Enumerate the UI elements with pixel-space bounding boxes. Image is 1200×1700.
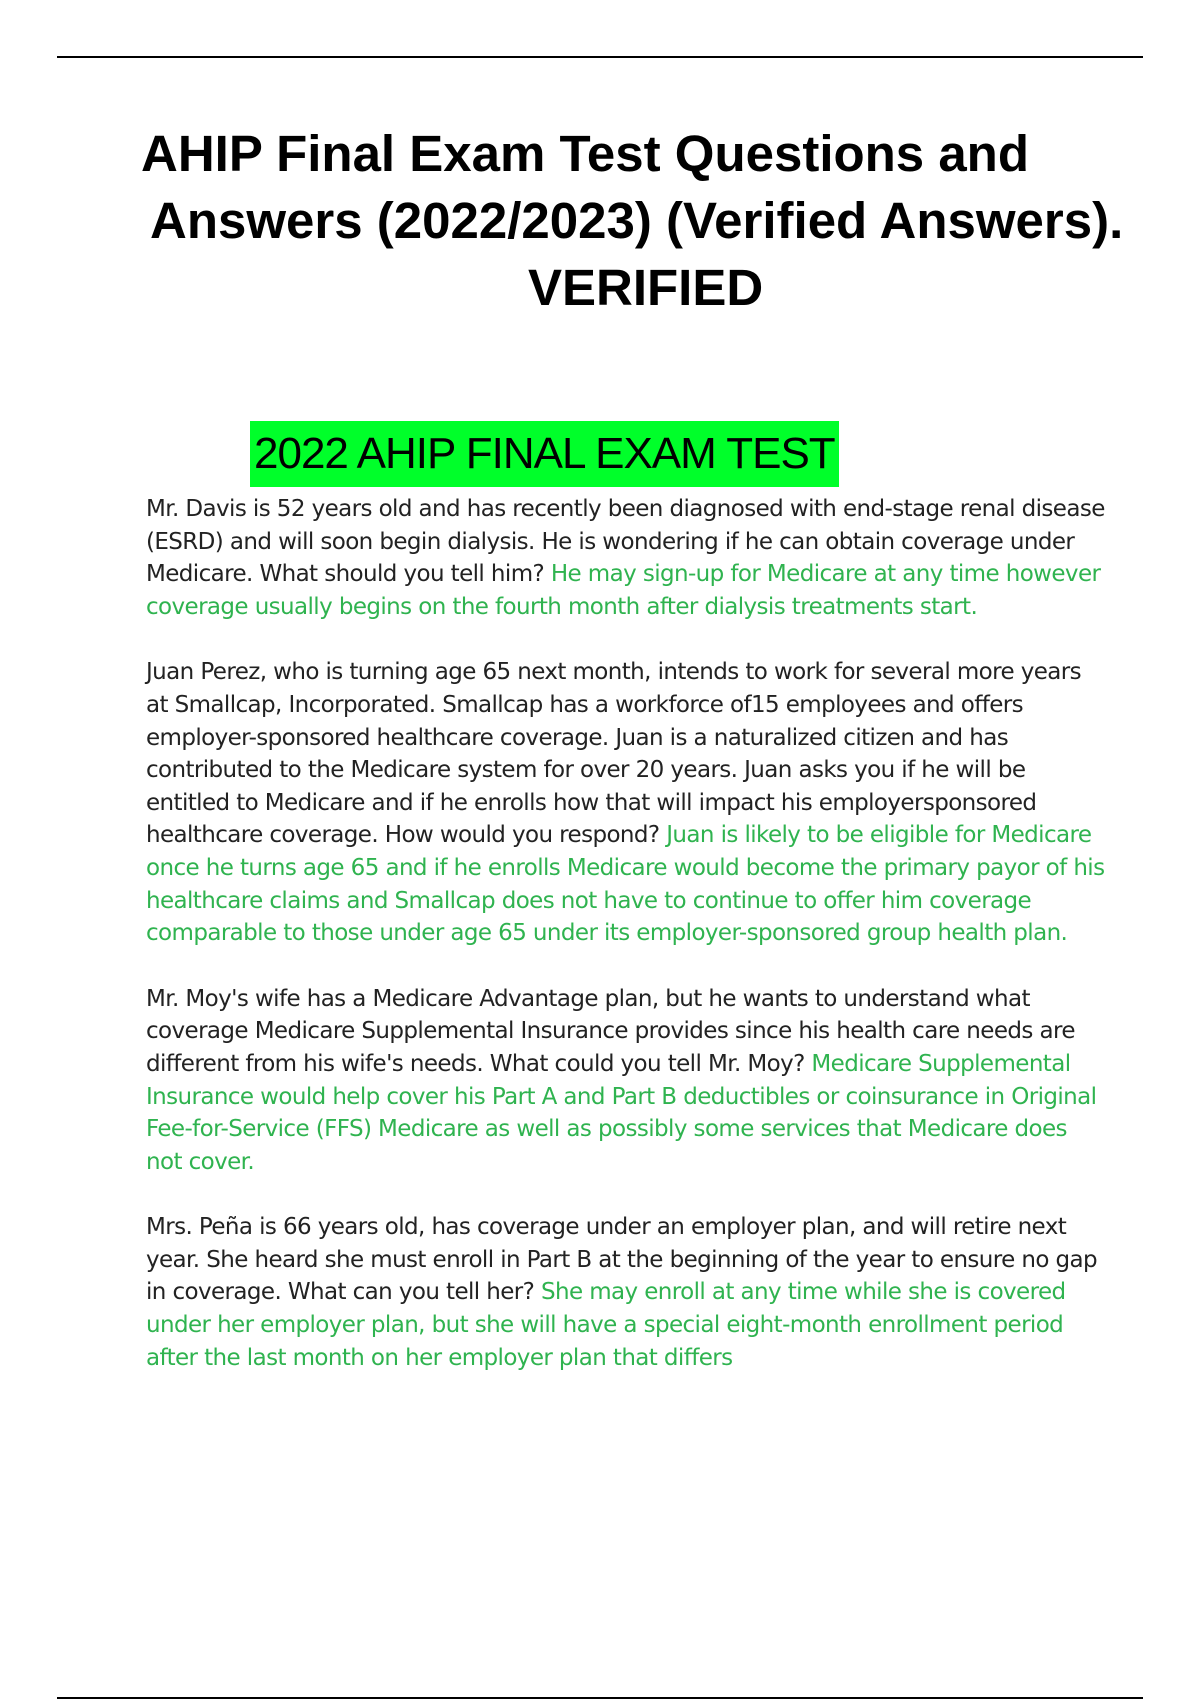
answer-text: Juan is likely to be eligible for Medicare once he turns age 65 and if he enrolls Medicare would become the primary payor of his healthcare claims and Smallcap does not have to continue to offer him coverage comparable to those under age 65 under its employer-sponsored group health plan. [146, 822, 1105, 947]
section-heading: 2022 AHIP FINAL EXAM TEST [250, 421, 839, 487]
answer-text: She may enroll at any time while she is covered under her employer plan, but she will have a special eight-month enrollment period after the last month on her employer plan that differs [146, 1279, 1066, 1371]
title-line-1: AHIP Final Exam Test Questions and [141, 125, 1029, 182]
document-title [130, 120, 1170, 321]
question-text: Mr. Moy's wife has a Medicare Advantage plan, but he wants to understand what coverage Medicare Supplemental Insurance provides since his health care needs are different from his wife's needs. What could you tell Mr. Moy? [146, 985, 1075, 1077]
title-line-3: VERIFIED [528, 259, 764, 316]
qa-item [146, 1211, 1106, 1374]
question-text: Juan Perez, who is turning age 65 next month, intends to work for several more years at Smallcap, Incorporated. Smallcap has a workforce of15 employees and offers employer-sponsored healthcare coverage. Juan is a naturalized citizen and has contributed to the Medicare system for over 20 years. Juan asks you if he will be entitled to Medicare and if he enrolls how that will impact his employersponsored healthcare coverage. How would you respond? [146, 659, 1082, 849]
qa-item [146, 983, 1106, 1179]
qa-list [146, 493, 1106, 1407]
answer-text: Medicare Supplemental Insurance would help cover his Part A and Part B deductibles or coinsurance in Original Fee-for-Service (FFS) Medicare as well as possibly some services that Medicare does not cover. [146, 1050, 1097, 1175]
question-text: Mr. Davis is 52 years old and has recently been diagnosed with end-stage renal disease (ESRD) and will soon begin dialysis. He is wondering if he can obtain coverage under Medicare. What should you tell him? [146, 496, 1105, 588]
top-rule [57, 56, 1143, 58]
question-text: Mrs. Peña is 66 years old, has coverage under an employer plan, and will retire next year. She heard she must enroll in Part B at the beginning of the year to ensure no gap in coverage. What can you tell her? [146, 1214, 1098, 1306]
qa-item [146, 493, 1106, 623]
title-line-2: Answers (2022/2023) (Verified Answers). [150, 192, 1124, 249]
answer-text: He may sign-up for Medicare at any time however coverage usually begins on the fourth month after dialysis treatments start. [146, 561, 1101, 620]
qa-item [146, 656, 1106, 949]
bottom-rule [57, 1697, 1143, 1699]
